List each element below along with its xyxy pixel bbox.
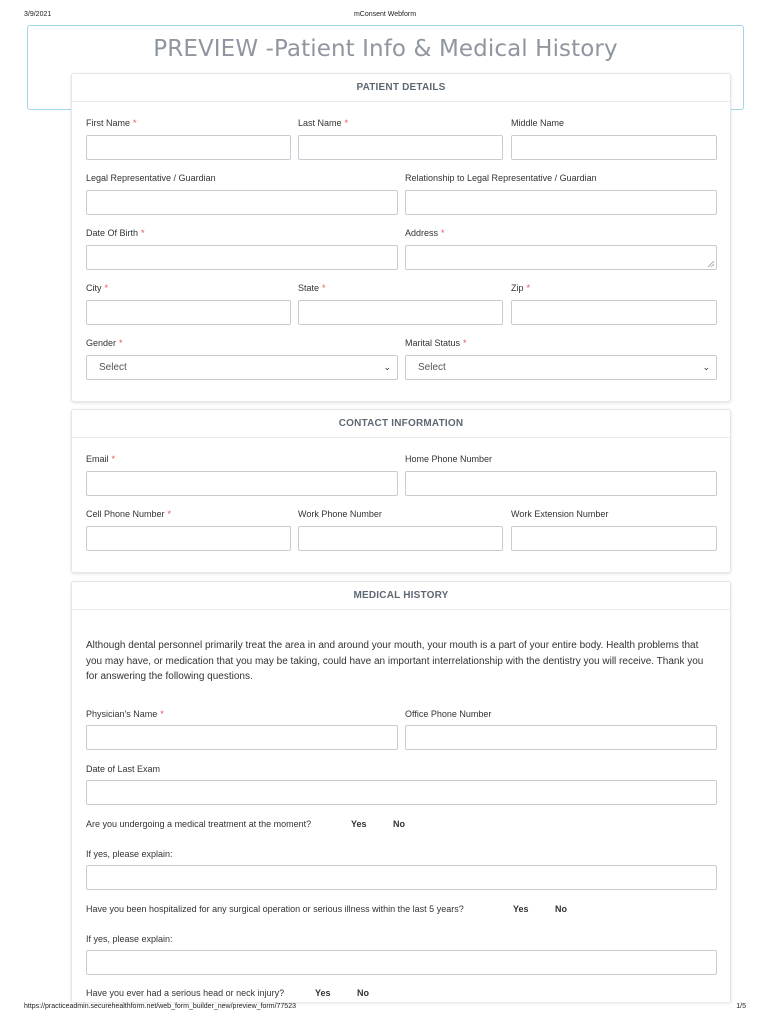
medical-history-header: MEDICAL HISTORY	[72, 582, 730, 610]
medical-history-card	[71, 581, 731, 1002]
cell-phone-input[interactable]	[86, 526, 291, 551]
home-phone-input[interactable]	[405, 471, 717, 496]
legal-rep-label: Legal Representative / Guardian	[86, 173, 216, 183]
address-label: Address *	[405, 228, 445, 238]
gender-select-value: Select	[99, 362, 127, 373]
gender-select[interactable]	[86, 355, 398, 380]
marital-status-label: Marital Status *	[405, 338, 467, 348]
cell-phone-label: Cell Phone Number *	[86, 509, 172, 519]
print-url: https://practiceadmin.securehealthform.net/web_form_builder_new/preview_form/77523	[24, 1003, 296, 1010]
q-hospitalized: Have you been hospitalized for any surgical operation or serious illness within the last 5 years?	[86, 904, 464, 914]
state-label: State *	[298, 283, 326, 293]
state-input[interactable]	[298, 300, 503, 325]
chevron-down-icon: ⌄	[702, 362, 710, 372]
q-head-neck-injury: Have you ever had a serious head or neck injury?	[86, 988, 285, 998]
work-phone-label: Work Phone Number	[298, 509, 382, 519]
print-footer	[0, 1002, 770, 1016]
email-input[interactable]	[86, 471, 398, 496]
last-name-input[interactable]	[298, 135, 503, 160]
physician-input[interactable]	[86, 725, 398, 750]
marital-status-select[interactable]	[405, 355, 717, 380]
q-medical-treatment: Are you undergoing a medical treatment at the moment?	[86, 819, 312, 829]
q-head-neck-injury-no[interactable]: No	[357, 988, 369, 998]
q-medical-treatment-yes[interactable]: Yes	[351, 819, 367, 829]
print-date: 3/9/2021	[24, 11, 52, 18]
middle-name-label: Middle Name	[511, 118, 565, 128]
patient-details-header: PATIENT DETAILS	[72, 74, 730, 102]
last-name-label: Last Name *	[298, 118, 349, 128]
first-name-input[interactable]	[86, 135, 291, 160]
first-name-label: First Name *	[86, 118, 137, 128]
city-input[interactable]	[86, 300, 291, 325]
last-exam-input[interactable]	[86, 780, 717, 805]
q-hospitalized-explain-label: If yes, please explain:	[86, 934, 173, 944]
q-head-neck-injury-yes[interactable]: Yes	[315, 988, 331, 998]
q-medical-treatment-no[interactable]: No	[393, 819, 405, 829]
city-label: City *	[86, 283, 109, 293]
work-phone-input[interactable]	[298, 526, 503, 551]
middle-name-input[interactable]	[511, 135, 717, 160]
address-textarea[interactable]	[405, 245, 717, 270]
dob-label: Date Of Birth *	[86, 228, 145, 238]
zip-label: Zip *	[511, 283, 531, 293]
print-page-number: 1/5	[736, 1003, 746, 1010]
office-phone-label: Office Phone Number	[405, 709, 492, 719]
marital-status-select-value: Select	[418, 362, 446, 373]
zip-input[interactable]	[511, 300, 717, 325]
email-label: Email *	[86, 454, 116, 464]
q-hospitalized-yes[interactable]: Yes	[513, 904, 529, 914]
relationship-input[interactable]	[405, 190, 717, 215]
contact-info-card	[71, 409, 731, 573]
q-medical-treatment-explain-label: If yes, please explain:	[86, 849, 173, 859]
q-hospitalized-no[interactable]: No	[555, 904, 567, 914]
legal-rep-input[interactable]	[86, 190, 398, 215]
patient-details-card	[71, 73, 731, 402]
dob-input[interactable]	[86, 245, 398, 270]
q-medical-treatment-explain-input[interactable]	[86, 865, 717, 890]
work-ext-label: Work Extension Number	[511, 509, 609, 519]
print-header	[0, 10, 770, 24]
resize-grip-icon[interactable]	[707, 260, 714, 267]
medical-intro-text: Although dental personnel primarily treat the area in and around your mouth, your mouth is a part of your entire body. Health problems that you may have, or medication that you may be taking, could have an important interrelationship with the dentistry you will receive. Thank you for answering the following questions.	[86, 640, 704, 682]
print-title: mConsent Webform	[353, 11, 417, 18]
work-ext-input[interactable]	[511, 526, 717, 551]
contact-info-header: CONTACT INFORMATION	[72, 410, 730, 438]
chevron-down-icon: ⌄	[383, 362, 391, 372]
q-hospitalized-explain-input[interactable]	[86, 950, 717, 975]
physician-label: Physician's Name *	[86, 709, 164, 719]
home-phone-label: Home Phone Number	[405, 454, 493, 464]
relationship-label: Relationship to Legal Representative / Guardian	[405, 173, 597, 183]
gender-label: Gender *	[86, 338, 123, 348]
form-title: PREVIEW -Patient Info & Medical History	[153, 36, 618, 62]
office-phone-input[interactable]	[405, 725, 717, 750]
last-exam-label: Date of Last Exam	[86, 764, 161, 774]
